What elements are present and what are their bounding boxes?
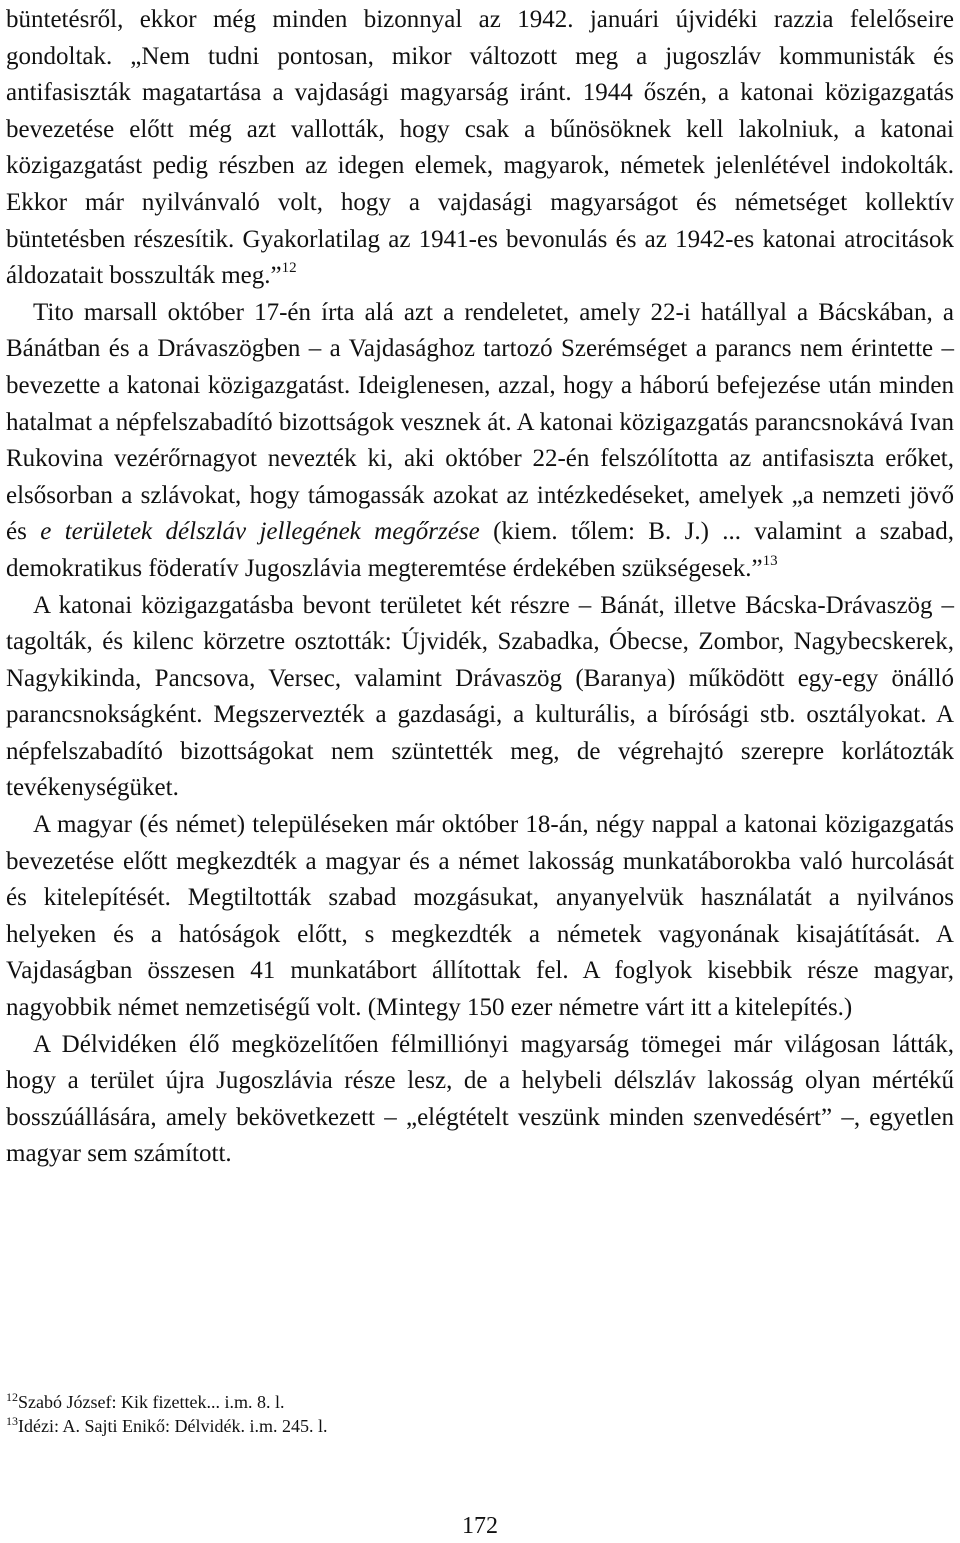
footnote-12-text: Szabó József: Kik fizettek... i.m. 8. l. [18,1392,285,1412]
footnote-12-number: 12 [6,1390,18,1404]
footnote-ref-12[interactable]: 12 [281,260,297,277]
footnote-13-text: Idézi: A. Sajti Enikő: Délvidék. i.m. 245. l. [18,1416,328,1436]
paragraph-3 [6,588,954,808]
paragraph-1 [6,2,954,295]
footnotes [6,1390,906,1438]
paragraph-5 [6,1027,954,1173]
paragraph-2 [6,295,954,588]
footnote-13 [6,1414,906,1438]
paragraph-2-text-end: (kiem. tőlem: B. J.) ... valamint a szabad, demokratikus föderatív Jugoszlávia megteremtése érdekében szükségesek.” [6,518,955,582]
footnote-ref-13[interactable]: 13 [762,552,778,569]
paragraph-2-text-start: Tito marsall október 17-én írta alá azt a rendeletet, amely 22-i hatállyal a Bácskában, a Bánátban és a Drávaszögben – a Vajdasághoz tartozó Szerémséget a parancs nem érintette – bevezette a katonai közigazgatást. Ideiglenesen, azzal, hogy a háború befejezése után minden hatalmat a népfelszabadító bizottságok vesznek át. A katonai közigazgatás parancsnokává Ivan Rukovina vezérőrnagyot nevezték ki, aki október 22-én felszólította az antifasiszta erőket, elsősorban a szlávokat, hogy támogassák azokat az intézkedéseket, amelyek „a nemzeti jövő és [6,298,954,546]
paragraph-1-text: büntetésről, ekkor még minden bizonnyal az 1942. januári újvidéki razzia felelőseire gondoltak. „Nem tudni pontosan, mikor változott meg a jugoszláv kommunisták és antifasiszták magatartása a vajdasági magyarság iránt. 1944 őszén, a katonai közigazgatás bevezetése előtt még azt vallották, hogy csak a bűnösöknek kell lakolniuk, a katonai közigazgatást pedig részben az idegen elemek, magyarok, németek jelenlétével indokolták. Ekkor már nyilvánvaló volt, hogy a vajdasági magyarságot és németséget kollektív büntetésben részesítik. Gyakorlatilag az 1941-es bevonulás és az 1942-es katonai atrocitások áldozatait bosszulták meg.” [6,6,954,290]
page-number: 172 [462,1513,498,1539]
paragraph-4 [6,807,954,1027]
paragraph-4-text: A magyar (és német) településeken már október 18-án, négy nappal a katonai közigazgatás bevezetése előtt megkezdték a magyar és a német lakosság munkatáborokba való hurcolását és kitelepítését. Megtiltották szabad mozgásukat, anyanyelvük használatát a nyilvános helyeken és a hatóságok előtt, s megkezdték a németek vagyonának kisajátítását. A Vajdaságban összesen 41 munkatábort állítottak fel. A foglyok kisebbik része magyar, nagyobbik német nemzetiségű volt. (Mintegy 150 ezer németre várt itt a kitelepítés.) [6,811,954,1022]
paragraph-5-text: A Délvidéken élő megközelítően félmilliónyi magyarság tömegei már világosan látták, hogy a terület újra Jugoszlávia része lesz, de a helybeli délszláv lakosság olyan mértékű bosszúállására, amely bekövetkezett – „elégtételt veszünk minden szenvedésért” –, egyetlen magyar sem számított. [6,1030,954,1168]
main-text [6,2,954,1173]
footnote-13-number: 13 [6,1414,18,1428]
paragraph-3-text: A katonai közigazgatásba bevont területet két részre – Bánát, illetve Bácska-Drávaszög – tagolták, és kilenc körzetre osztották: Újvidék, Szabadka, Óbecse, Zombor, Nagybecskerek, Nagykikinda, Pancsova, Versec, valamint Drávaszög (Baranya) működött egy-egy önálló parancsnokságként. Megszervezték a gazdasági, a kulturális, a bírósági stb. osztályokat. A népfelszabadító bizottságokat nem szüntették meg, de végrehajtó szerepre korlátozták tevékenységüket. [6,591,954,802]
paragraph-2-emphasis: e területek délszláv jellegének megőrzése [40,518,480,546]
footnote-12 [6,1390,906,1414]
